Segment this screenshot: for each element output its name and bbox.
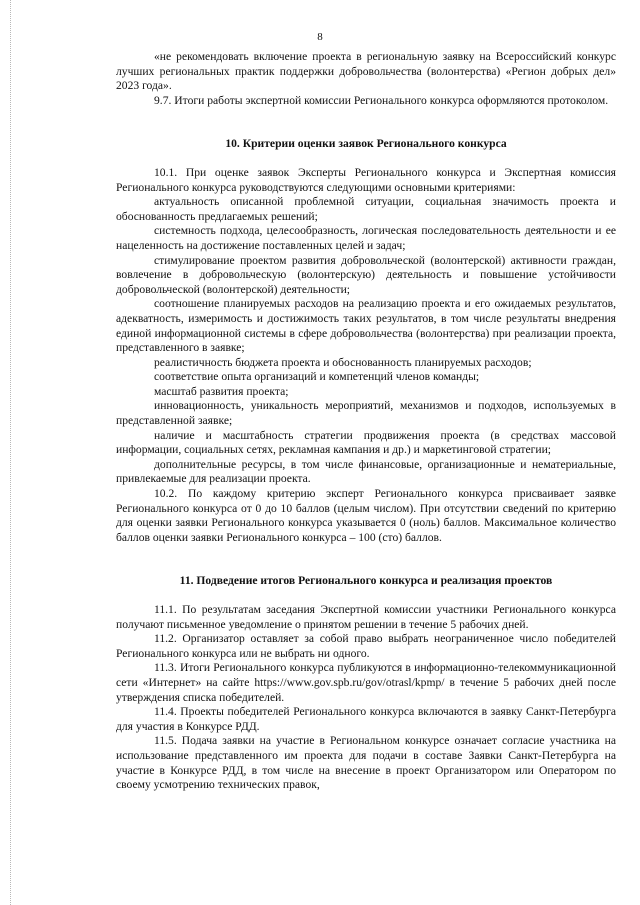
paragraph: реалистичность бюджета проекта и обоснованность планируемых расходов; — [154, 355, 532, 369]
paragraph: 10.1. При оценке заявок Эксперты Регионального конкурса и Экспертная комиссия Регионального конкурса руководствуются следующими основными критериями: — [116, 165, 616, 194]
paragraph: наличие и масштабность стратегии продвижения проекта (в средствах массовой информации, социальных сетях, рекламная кампания и др.) и маркетинговой стратегии; — [116, 428, 616, 457]
document-body — [116, 50, 616, 793]
paragraph: 11.4. Проекты победителей Регионального конкурса включаются в заявку Санкт-Петербурга для участия в Конкурсе РДД. — [116, 705, 616, 733]
paragraph: актуальность описанной проблемной ситуации, социальная значимость проекта и обоснованность предлагаемых решений; — [116, 195, 616, 223]
paragraph: 9.7. Итоги работы экспертной комиссии Регионального конкурса оформляются протоколом. — [154, 93, 609, 107]
binding-edge — [0, 0, 11, 905]
paragraph: инновационность, уникальность мероприятий, механизмов и подходов, используемых в представленной заявке; — [116, 399, 616, 428]
paragraph: «не рекомендовать включение проекта в региональную заявку на Всероссийский конкурс лучших региональных практик поддержки добровольчества (волонтерства) «Регион добрых дел» 2023 года». — [116, 50, 616, 93]
section-heading: 11. Подведение итогов Регионального конкурса и реализация проектов — [179, 574, 553, 588]
paragraph: стимулирование проектом развития добровольческой (волонтерской) активности граждан, вовлечение в добровольческую (волонтерскую) деятельность и повышение устойчивости добровольческой (волонтерской) деятельности; — [116, 253, 616, 296]
paragraph: 10.2. По каждому критерию эксперт Регионального конкурса присваивает заявке Регионального конкурса от 0 до 10 баллов (целым числом). При отсутствии сведений по критерию для оценки заявки Регионального конкурса указывается 0 (ноль) баллов. Максимальное количество баллов оценки заявки Регионального конкурса – 100 (сто) баллов. — [116, 487, 616, 544]
section-heading: 10. Критерии оценки заявок Регионального конкурса — [225, 137, 507, 151]
page-number: 8 — [317, 31, 323, 43]
paragraph: 11.1. По результатам заседания Экспертной комиссии участники Регионального конкурса получают письменное уведомление о принятом решении в течение 5 рабочих дней. — [116, 603, 616, 631]
paragraph: 11.3. Итоги Регионального конкурса публикуются в информационно-телекоммуникационной сети «Интернет» на сайте https://www.gov.spb.ru/gov/otrasl/kpmp/ в течение 5 рабочих дней после утверждения списка победителей. — [116, 661, 616, 704]
paragraph: масштаб развития проекта; — [154, 384, 289, 398]
paragraph: соответствие опыта организаций и компетенций членов команды; — [154, 370, 480, 384]
paragraph: 11.2. Организатор оставляет за собой право выбрать неограниченное число победителей Регионального конкурса или не выбрать ни одного. — [116, 632, 616, 660]
paragraph: дополнительные ресурсы, в том числе финансовые, организационные и нематериальные, привлекаемые для реализации проекта. — [116, 457, 616, 486]
paragraph: системность подхода, целесообразность, логическая последовательность деятельности и ее нацеленность на достижение поставленных целей и задач; — [116, 224, 616, 252]
paragraph: соотношение планируемых расходов на реализацию проекта и его ожидаемых результатов, адекватность, измеримость и достижимость таких результатов, в том числе результаты внедрения единой информационной системы в сфере добровольчества (волонтерства) при реализации проекта, представленного в заявке; — [116, 297, 616, 355]
paragraph: 11.5. Подача заявки на участие в Региональном конкурсе означает согласие участника на использование представленного им проекта для подачи в составе Заявки Санкт-Петербурга на участие в Конкурсе РДД, в том числе на внесение в проект Организатором или Оператором по своему усмотрению технических правок, — [116, 734, 616, 792]
